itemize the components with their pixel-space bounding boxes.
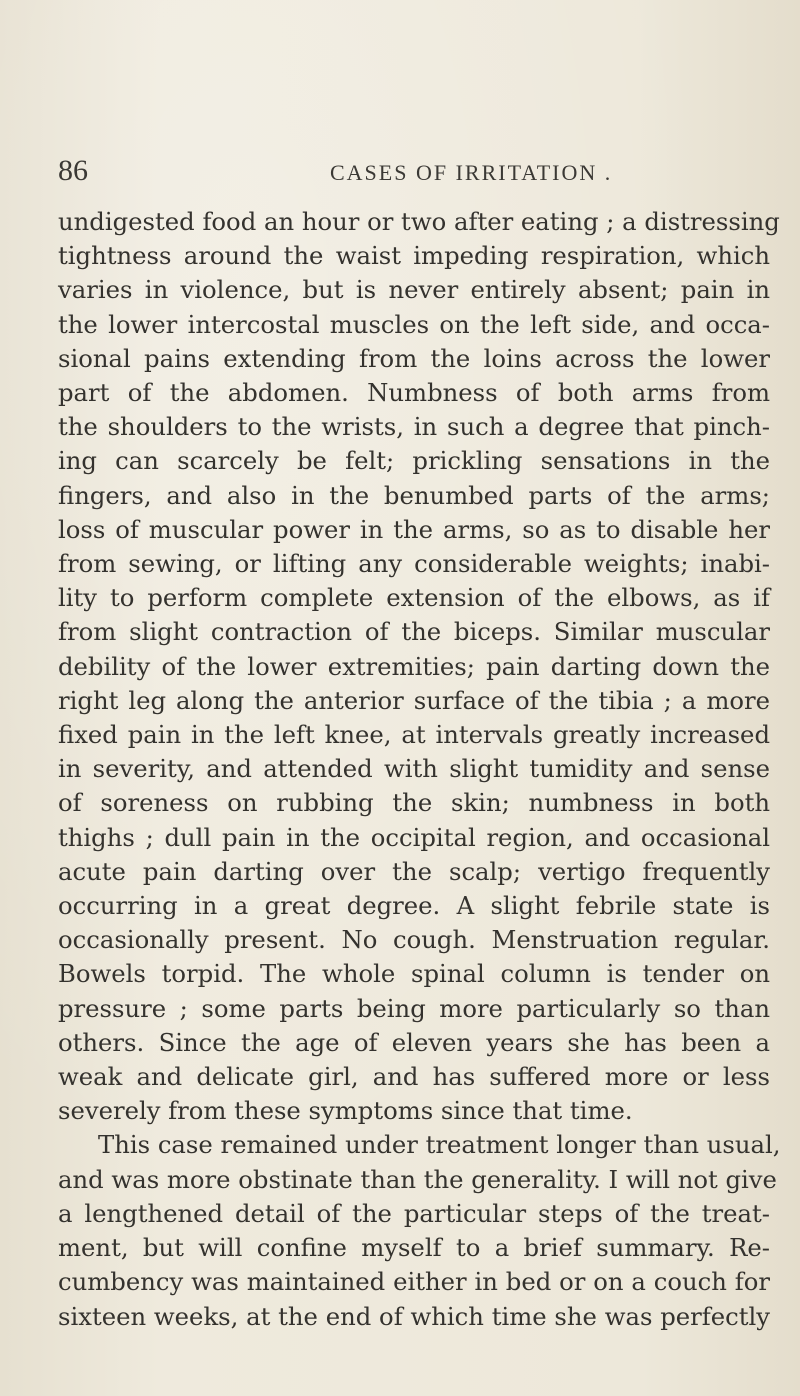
text-line: loss of muscular power in the arms, so as to disable her [58,514,770,544]
text-line: sional pains extending from the loins across the lower [58,343,770,373]
page-header [0,154,800,194]
text-line: fixed pain in the left knee, at intervals greatly increased [58,720,770,750]
text-line: in severity, and attended with slight tumidity and sense [58,754,770,784]
text-line: acute pain darting over the scalp; vertigo frequently [58,856,770,886]
text-line: cumbency was maintained either in bed or on a couch for [58,1267,770,1297]
text-line: fingers, and also in the benumbed parts of the arms; [58,480,770,510]
text-line: of soreness on rubbing the skin; numbness in both [58,788,770,818]
text-line: occurring in a great degree. A slight febrile state is [58,891,770,921]
text-line: the lower intercostal muscles on the left side, and occa- [58,309,770,339]
text-line: the shoulders to the wrists, in such a degree that pinch- [58,412,770,442]
text-line: others. Since the age of eleven years she has been a [58,1027,770,1057]
text-line: lity to perform complete extension of the elbows, as if [58,583,770,613]
text-line: from slight contraction of the biceps. Similar muscular [58,617,770,647]
text-line: Bowels torpid. The whole spinal column is tender on [58,959,770,989]
text-line: ment, but will confine myself to a brief summary. Re- [58,1233,770,1263]
text-line: severely from these symptoms since that time. [58,1096,633,1126]
text-line: undigested food an hour or two after eating ; a distressing [58,207,780,236]
text-line: weak and delicate girl, and has suffered more or less [58,1062,770,1092]
text-line: and was more obstinate than the generality. I will not give [58,1164,777,1194]
text-line: from sewing, or lifting any considerable weights; inabi- [58,549,770,579]
page-number: 86 [58,154,88,187]
text-line: right leg along the anterior surface of the tibia ; a more [58,685,770,715]
text-line: varies in violence, but is never entirely absent; pain in [58,275,770,305]
body-text [58,205,781,1334]
text-line: pressure ; some parts being more particularly so than [58,993,770,1023]
text-line: thighs ; dull pain in the occipital region, and occasional [58,822,770,852]
text-line: sixteen weeks, at the end of which time she was perfectly [58,1301,770,1331]
running-title: CASES OF IRRITATION . [330,160,613,185]
text-line: occasionally present. No cough. Menstruation regular. [58,925,770,955]
text-line: debility of the lower extremities; pain darting down the [58,651,770,681]
text-line: This case remained under treatment longer than usual, [98,1130,781,1160]
text-line: a lengthened detail of the particular steps of the treat- [58,1198,770,1228]
text-line: tightness around the waist impeding respiration, which [58,241,770,271]
text-line: ing can scarcely be felt; prickling sensations in the [58,446,770,476]
text-line: part of the abdomen. Numbness of both arms from [58,378,770,408]
